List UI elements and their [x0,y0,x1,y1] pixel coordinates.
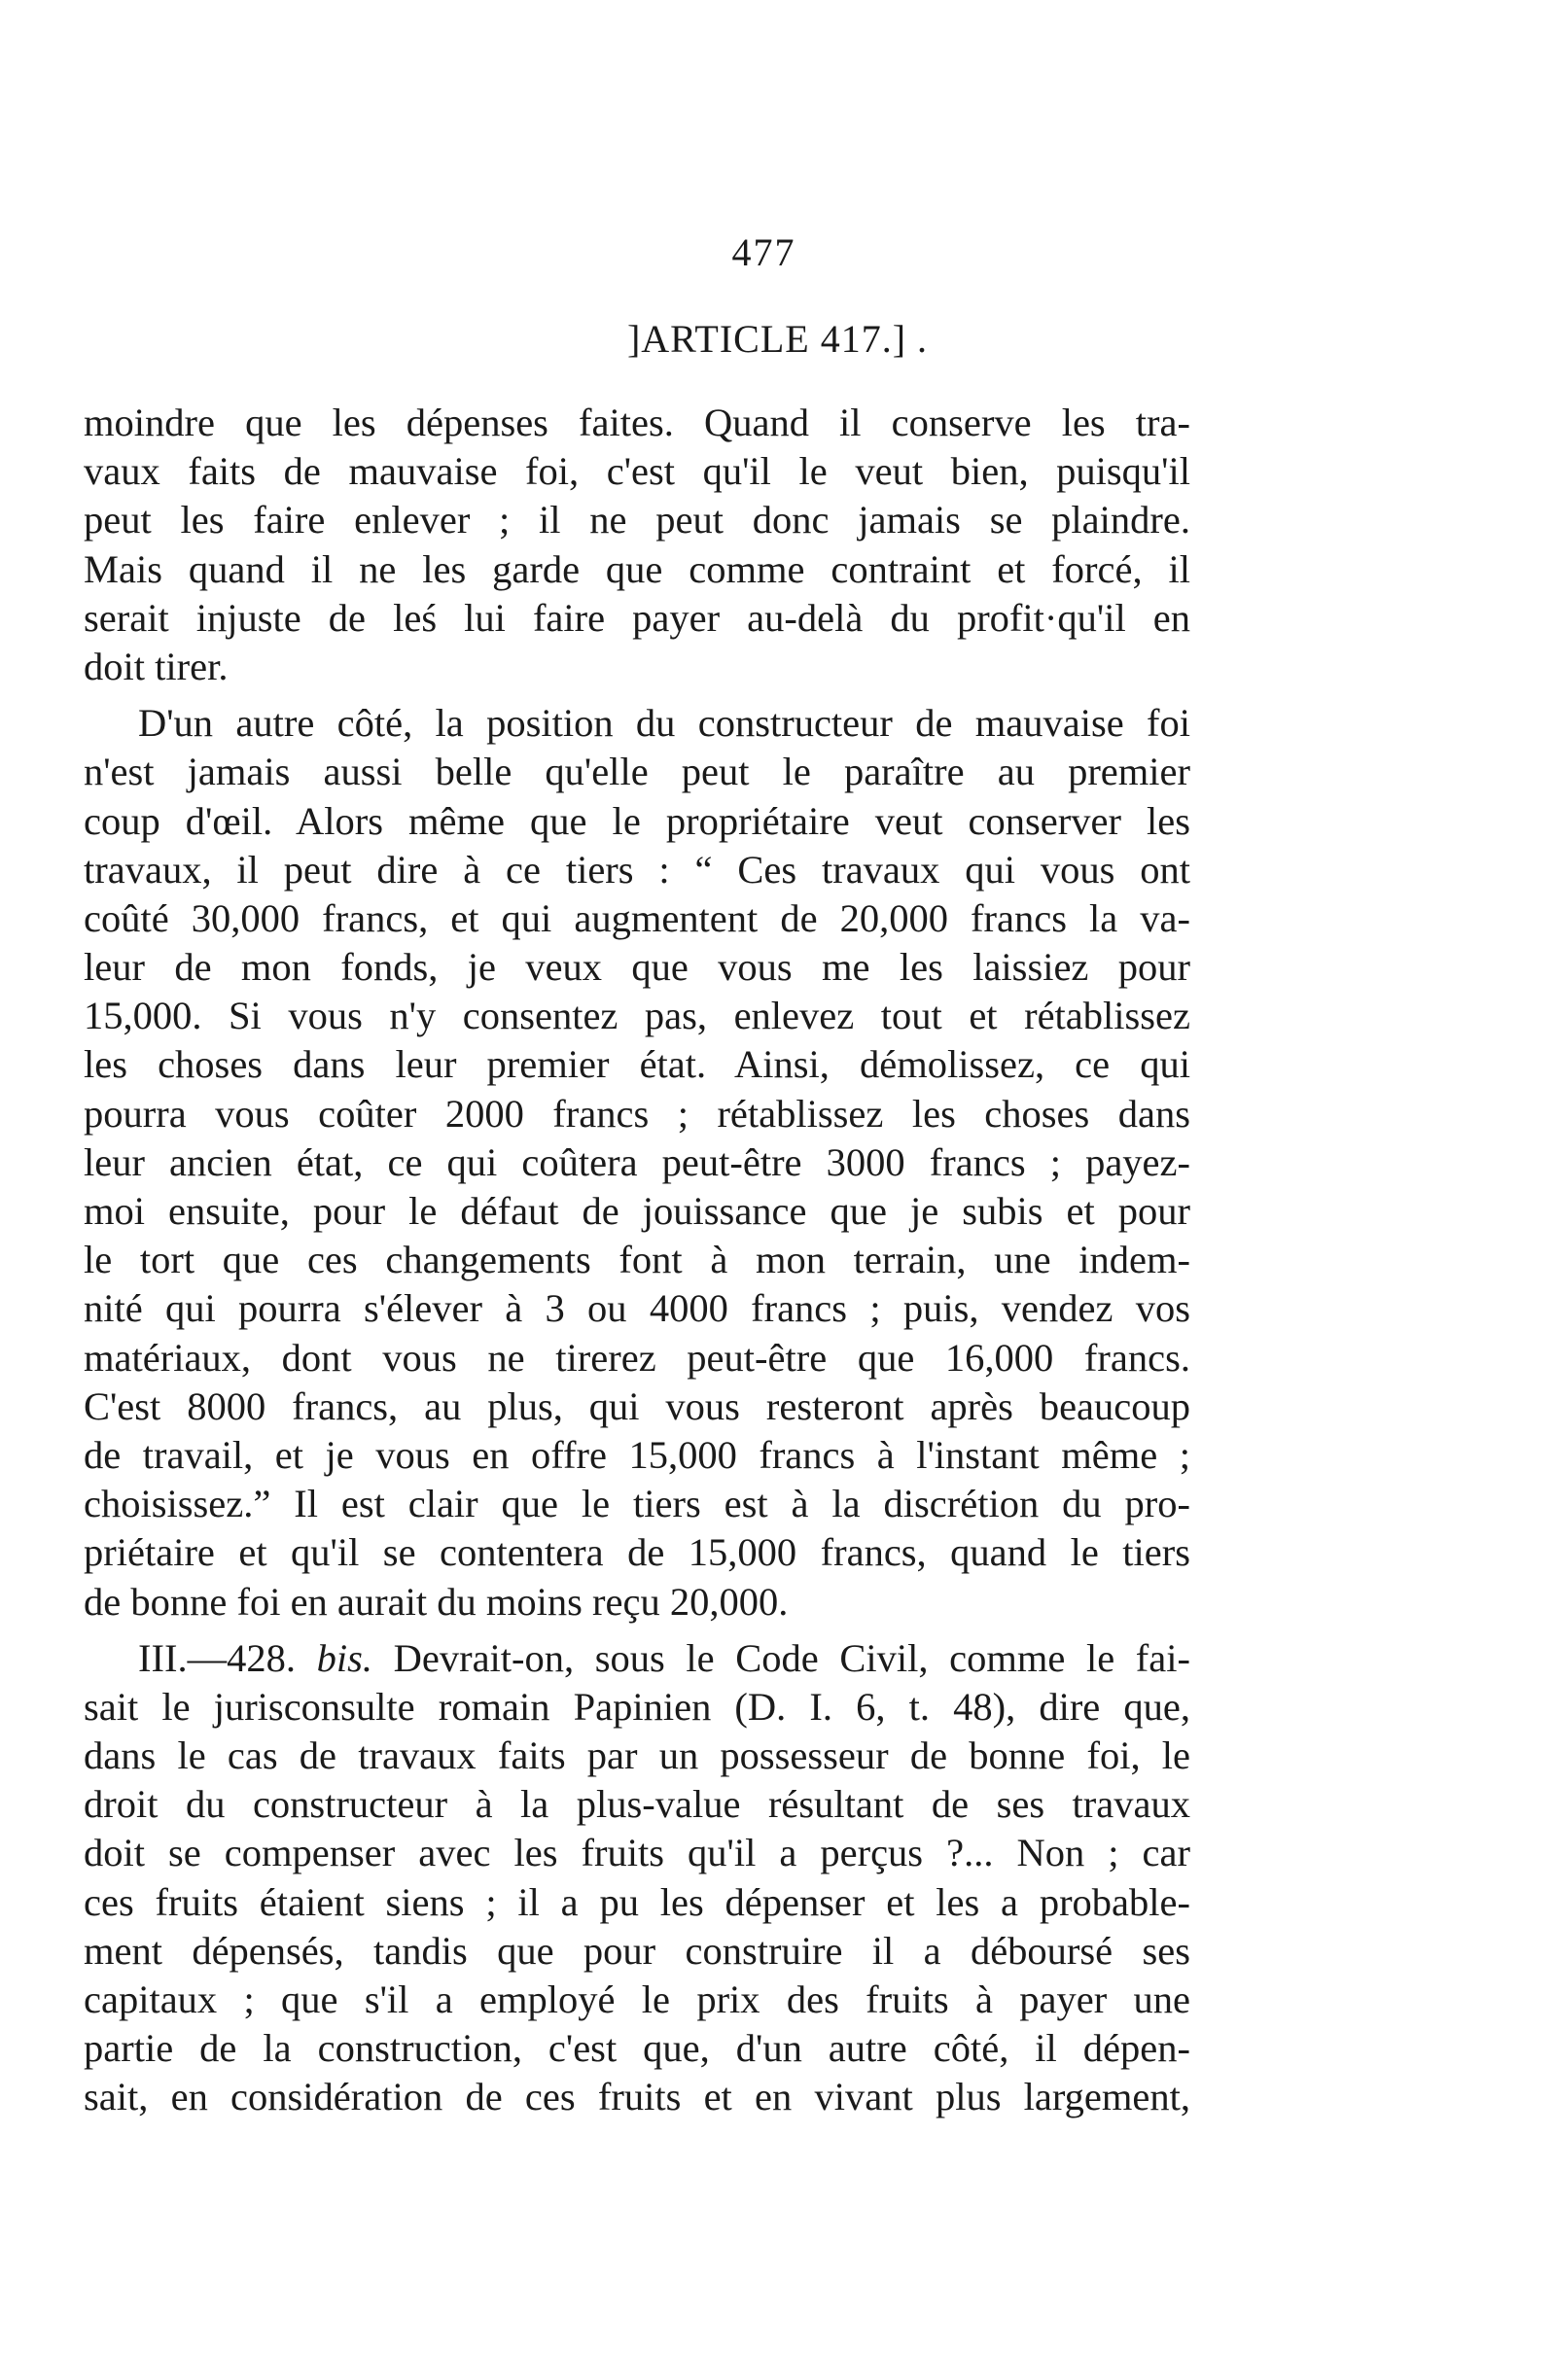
text-line: matériaux, dont vous ne tirerez peut-être que 16,000 francs. [84,1335,1190,1380]
text-line: droit du constructeur à la plus-value résultant de ses travaux [84,1782,1190,1827]
text-line: dans le cas de travaux faits par un possesseur de bonne foi, le [84,1733,1190,1778]
text-line: doit tirer. [84,644,229,688]
text-line: le tort que ces changements font à mon terrain, une indem- [84,1238,1190,1282]
text-line: coûté 30,000 francs, et qui augmentent de 20,000 francs la va- [84,895,1190,940]
text-line: sait, en considération de ces fruits et en vivant plus largement, [84,2075,1190,2119]
text-line: Mais quand il ne les garde que comme contraint et forcé, il [84,546,1190,591]
text-line: leur de mon fonds, je veux que vous me les laissiez pour [84,945,1190,990]
text-line: moi ensuite, pour le défaut de jouissance que je subis et pour [84,1189,1190,1233]
text-line: vaux faits de mauvaise foi, c'est qu'il le veut bien, puisqu'il [84,449,1190,494]
running-head: ]ARTICLE 417.] . [626,317,929,361]
text-line: capitaux ; que s'il a employé le prix des fruits à payer une [84,1978,1190,2021]
text-line: de travail, et je vous en offre 15,000 francs à l'instant même ; [84,1432,1190,1477]
text-line: choisissez.” Il est clair que le tiers est à la discrétion du pro- [84,1482,1190,1526]
text-line: pourra vous coûter 2000 francs ; rétablissez les choses dans [84,1091,1190,1136]
text-line: n'est jamais aussi belle qu'elle peut le paraître au premier [84,750,1190,794]
italic-bis: bis. [316,1635,372,1680]
text-line: travaux, il peut dire à ce tiers : “ Ces travaux qui vous ont [84,847,1190,892]
text-line: serait injuste de leś lui faire payer au-delà du profit·qu'il en [84,595,1190,640]
text-line: doit se compenser avec les fruits qu'il a perçus ?... Non ; car [84,1831,1190,1875]
text-line: peut les faire enlever ; il ne peut donc jamais se plaindre. [84,498,1190,542]
text-line: leur ancien état, ce qui coûtera peut-être 3000 francs ; payez- [84,1139,1190,1184]
text-line: C'est 8000 francs, au plus, qui vous resteront après beaucoup [84,1383,1190,1428]
paragraph-2 [84,699,1190,1627]
text-line: III.—428. bis. Devrait-on, sous le Code Civil, comme le fai- [138,1635,1191,1680]
text-line: de bonne foi en aurait du moins reçu 20,000. [84,1579,789,1624]
text-line: les choses dans leur premier état. Ainsi, démolissez, ce qui [84,1042,1190,1087]
body-text [84,399,1190,2122]
text-line: sait le jurisconsulte romain Papinien (D. I. 6, t. 48), dire que, [84,1684,1190,1729]
text-line: priétaire et qu'il se contentera de 15,000 francs, quand le tiers [84,1530,1190,1575]
paragraph-1 [84,399,1190,691]
page-number: 477 [731,230,796,274]
paragraph-3 [84,1634,1190,2122]
text-line: partie de la construction, c'est que, d'un autre côté, il dépen- [84,2026,1190,2071]
text-line: ment dépensés, tandis que pour construire il a déboursé ses [84,1928,1190,1973]
text-line: moindre que les dépenses faites. Quand il conserve les tra- [84,401,1190,444]
text-line: coup d'œil. Alors même que le propriétaire veut conserver les [84,798,1190,843]
text-line: 15,000. Si vous n'y consentez pas, enlevez tout et rétablissez [84,994,1190,1038]
text-line: D'un autre côté, la position du constructeur de mauvaise foi [138,701,1190,746]
text-line: ces fruits étaient siens ; il a pu les dépenser et les a probable- [84,1879,1190,1924]
text-line: nité qui pourra s'élever à 3 ou 4000 francs ; puis, vendez vos [84,1286,1190,1331]
